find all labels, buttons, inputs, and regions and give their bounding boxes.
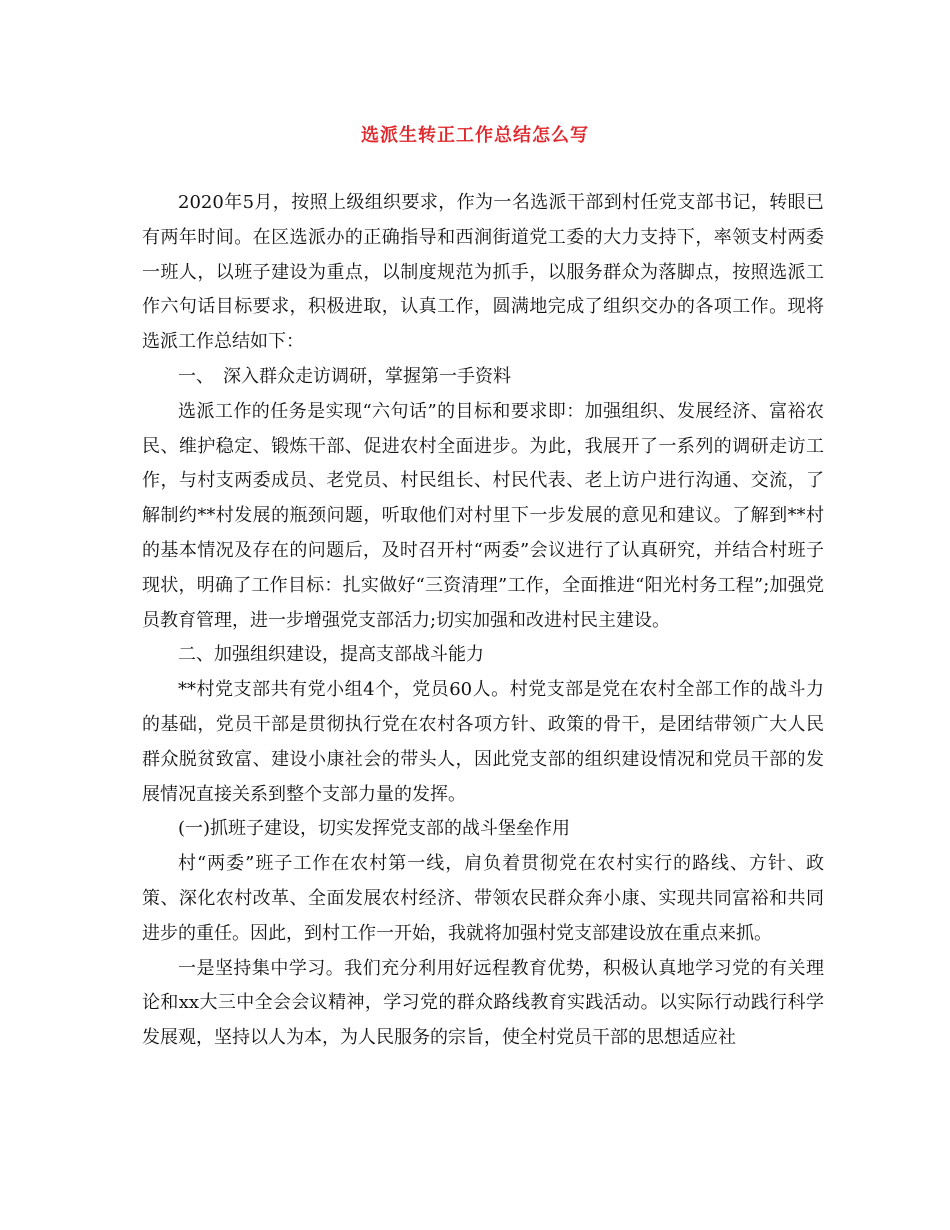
section-heading-2: 二、加强组织建设，提高支部战斗能力	[178, 644, 484, 666]
paragraph-section-1: 选派工作的任务是实现“六句话”的目标和要求即：加强组织、发展经济、富裕农民、维护稳定、锻炼干部、促进农村全面进步。为此，我展开了一系列的调研走访工作，与村支两委成员、老党员、村民组长、村民代表、老上访户进行沟通、交流，了解制约**村发展的瓶颈问题，听取他们对村里下一步发展的意见和建议。了解到**村的基本情况及存在的问题后，及时召开村“两委”会议进行了认真研究，并结合村班子现状，明确了工作目标：扎实做好“三资清理”工作，全面推进“阳光村务工程”;加强党员教育管理，进一步增强党支部活力;切实加强和改进村民主建设。	[142, 400, 824, 631]
section-heading-1: 一、 深入群众走访调研，掌握第一手资料	[178, 365, 511, 387]
paragraph-section-2: **村党支部共有党小组4个，党员60人。村党支部是党在农村全部工作的战斗力的基础，党员干部是贯彻执行党在农村各项方针、政策的骨干，是团结带领广大人民群众脱贫致富、建设小康社会的带头人，因此党支部的组织建设情况和党员干部的发展情况直接关系到整个支部力量的发挥。	[142, 679, 824, 805]
paragraph-point-1: 一是坚持集中学习。我们充分利用好远程教育优势，积极认真地学习党的有关理论和xx大三中全会会议精神，学习党的群众路线教育实践活动。以实际行动践行科学发展观，坚持以人为本，为人民服务的宗旨，使全村党员干部的思想适应社	[142, 957, 824, 1049]
paragraph-intro: 2020年5月，按照上级组织要求，作为一名选派干部到村任党支部书记，转眼已有两年时间。在区选派办的正确指导和西涧街道党工委的大力支持下，率领支村两委一班人，以班子建设为重点，以制度规范为抓手，以服务群众为落脚点，按照选派工作六句话目标要求，积极进取，认真工作，圆满地完成了组织交办的各项工作。现将选派工作总结如下：	[142, 192, 824, 353]
document-body	[142, 186, 824, 1056]
document-title: 选派生转正工作总结怎么写	[361, 125, 589, 146]
subsection-heading-1: (一)抓班子建设，切实发挥党支部的战斗堡垒作用	[178, 818, 571, 840]
paragraph-subsection-1: 村“两委”班子工作在农村第一线，肩负着贯彻党在农村实行的路线、方针、政策、深化农村改革、全面发展农村经济、带领农民群众奔小康、实现共同富裕和共同进步的重任。因此，到村工作一开始，我就将加强村党支部建设放在重点来抓。	[142, 853, 824, 944]
